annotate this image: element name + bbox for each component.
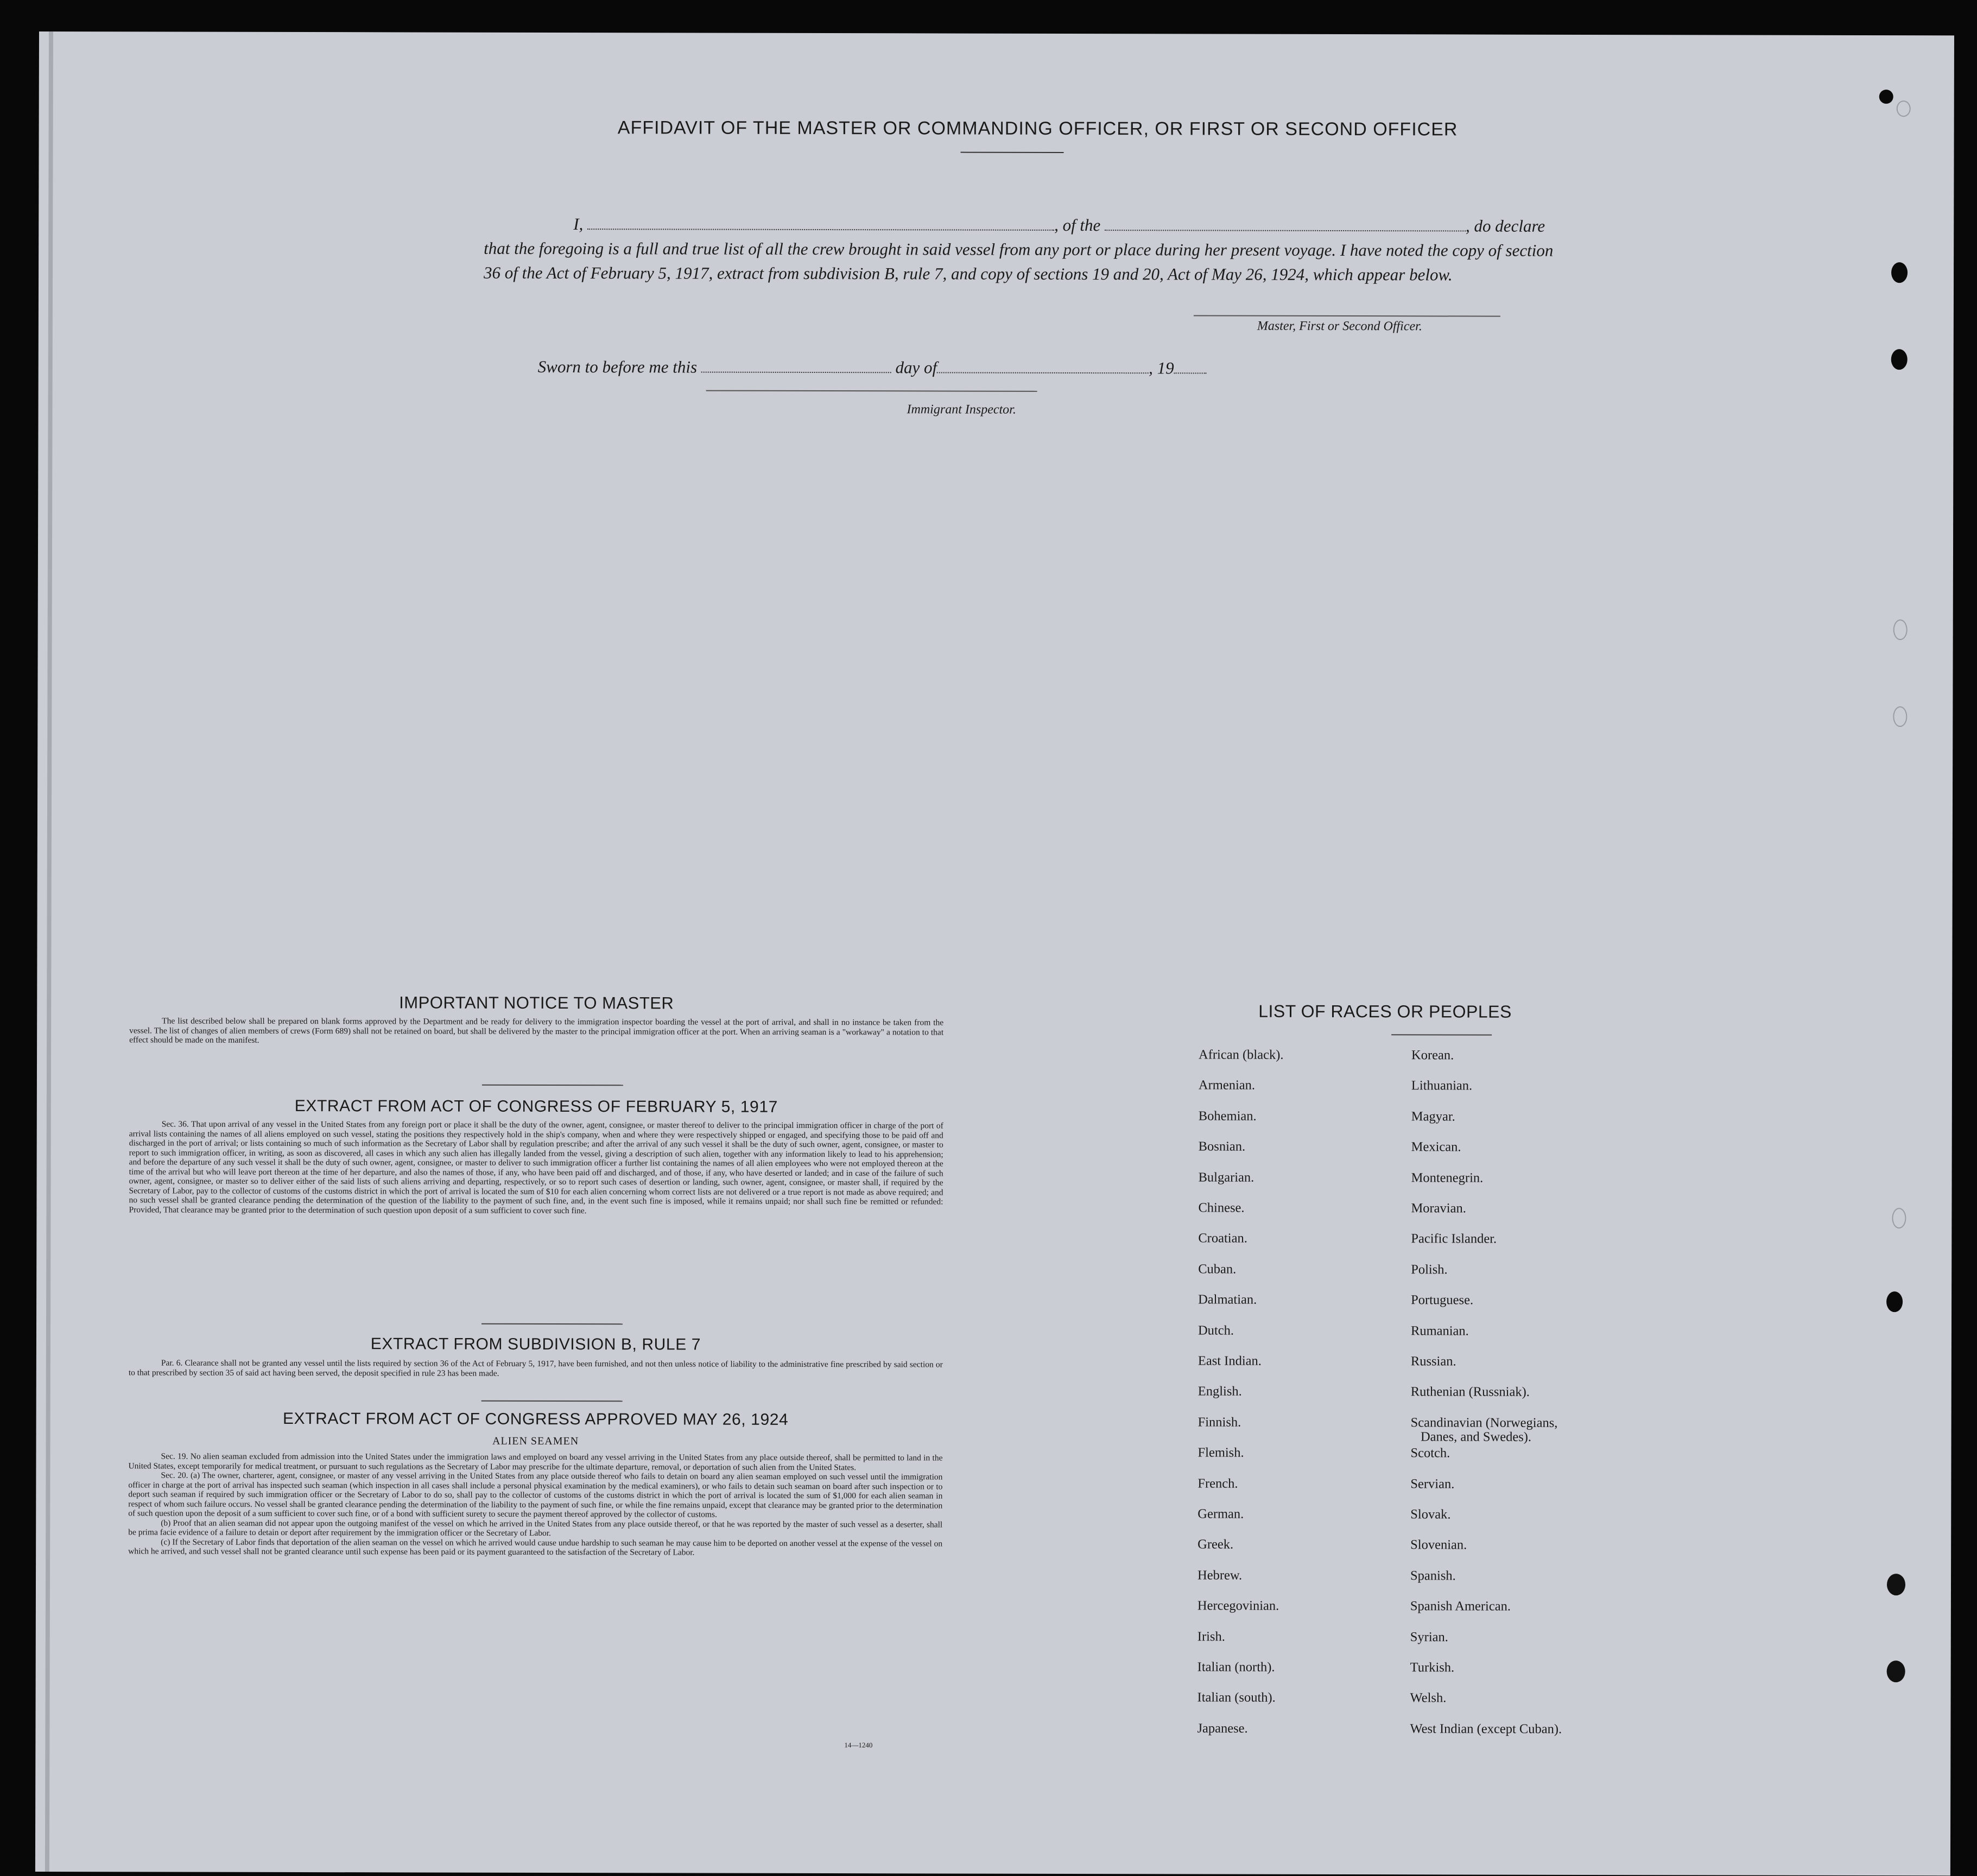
sworn-prefix: Sworn to before me this	[537, 357, 698, 377]
race-item: Cuban.	[1198, 1262, 1237, 1277]
affidavit-text	[484, 212, 1586, 287]
extract-1924-title: EXTRACT FROM ACT OF CONGRESS APPROVED MAY 26, 1924	[282, 1409, 789, 1429]
extract-1917-title: EXTRACT FROM ACT OF CONGRESS OF FEBRUARY 5, 1917	[294, 1097, 778, 1116]
extract-1924-subtitle: ALIEN SEAMEN	[492, 1435, 579, 1448]
rule7-text: Par. 6. Clearance shall not be granted any vessel until the lists required by section 36 of the Act of February 5, 1917, have been furnished, and not then unless notice of liability to the administrative fine prescribed by said section or to that prescribed by section 35 of said act having been served, the deposit specified in rule 23 has been made.	[128, 1358, 943, 1378]
extract-1924-body	[128, 1452, 942, 1558]
race-item: German.	[1197, 1506, 1244, 1522]
race-item: Japanese.	[1197, 1721, 1248, 1736]
race-item: Spanish.	[1410, 1568, 1456, 1583]
divider	[482, 1085, 623, 1086]
race-item: Mexican.	[1411, 1139, 1461, 1155]
race-item: Bulgarian.	[1198, 1170, 1254, 1185]
race-item: Croatian.	[1198, 1231, 1247, 1246]
race-item: East Indian.	[1197, 1353, 1262, 1368]
signature-line[interactable]	[1194, 315, 1500, 316]
binder-hole	[1893, 619, 1908, 640]
divider	[961, 152, 1064, 153]
inspector-line[interactable]	[706, 390, 1037, 392]
sec19-text: Sec. 19. No alien seaman excluded from admission into the United States under the immigration laws and employed on board any vessel arriving in the United States from any place outside thereof, shall be permitted to land in the United States, except temporarily for medical treatment, or pursuant to such regulations as the Secretary of Labor may prescribe for the ultimate departure, removal, or deportation of such alien from the United States.	[128, 1452, 943, 1472]
rule7-title: EXTRACT FROM SUBDIVISION B, RULE 7	[370, 1335, 701, 1354]
race-item: Ruthenian (Russniak).	[1410, 1384, 1530, 1400]
binder-hole	[1886, 1291, 1903, 1312]
race-item: Hercegovinian.	[1197, 1598, 1279, 1613]
race-item: Servian.	[1410, 1476, 1455, 1492]
page-edge	[45, 31, 53, 1872]
race-item: Scotch.	[1410, 1446, 1450, 1461]
binder-hole	[1891, 349, 1908, 370]
sworn-day-of: day of	[895, 358, 937, 377]
affidavit-title: AFFIDAVIT OF THE MASTER OR COMMANDING OFFICER, OR FIRST OR SECOND OFFICER	[617, 117, 1458, 140]
binder-hole	[1887, 1660, 1905, 1682]
race-item: Turkish.	[1410, 1660, 1455, 1675]
affidavit-i: I,	[573, 214, 584, 234]
race-item: Italian (north).	[1197, 1659, 1275, 1675]
sworn-month-line[interactable]	[937, 371, 1149, 373]
race-item: Irish.	[1197, 1629, 1225, 1644]
race-item: Montenegrin.	[1411, 1170, 1484, 1186]
divider	[481, 1323, 623, 1325]
race-item: Slovak.	[1410, 1507, 1451, 1522]
binder-hole	[1897, 100, 1911, 117]
race-item: Chinese.	[1198, 1200, 1245, 1215]
extract-1917-text: Sec. 36. That upon arrival of any vessel in the United States from any foreign port or place it shall be the duty of the owner, agent, consignee, or master thereof to deliver to the principal immigration officer in charge of the port of arrival lists containing the names of all aliens employed on such vessel, stating the positions they respectively hold in the ship's company, when and where they were respectively shipped or engaged, and specifying those to be paid off and discharged in the port of arrival; or lists containing so much of such information as the Secretary of Labor shall by regulation prescribe; and after the arrival of any such vessel it shall be the duty of such owner, agent, consignee, or master to report to such immigration officer, in writing, as soon as discovered, all cases in which any such alien has illegally landed from the vessel, giving a description of such alien, together with any information likely to lead to his apprehension; and before the departure of any such vessel it shall be the duty of such owner, agent, consignee, or master to deliver to such immigration officer a further list containing the names of all alien employees who were not employed thereon at the time of the arrival but who will leave port thereon at the time of her departure, and also the names of those, if any, who have been paid off and discharged, and of those, if any, who have deserted or landed; and in case of the failure of such owner, agent, consignee, or master so to deliver either of the said lists of such aliens arriving and departing, respectively, or so to report such cases of desertion or landing, such owner, agent, consignee, or master shall, if required by the Secretary of Labor, pay to the collector of customs of the customs district in which the port of arrival is located the sum of $10 for each alien concerning whom correct lists are not delivered or a true report is not made as above required; and no such vessel shall be granted clearance pending the determination of the question of the liability to the payment of such fine, and, in the event such fine is imposed, while it remains unpaid; nor shall such fine be remitted or refunded: Provided, That clearance may be granted prior to the determination of such question upon deposit of a sum sufficient to cover such fine.	[129, 1119, 943, 1215]
race-item: Dutch.	[1197, 1323, 1234, 1338]
race-item: French.	[1197, 1476, 1238, 1491]
notice-text: The list described below shall be prepared on blank forms approved by the Department and be ready for delivery to the immigration inspector boarding the vessel at the port of arrival, and shall in no instance be taken from the vessel. The list of changes of alien members of crews (Form 689) shall not be retained on board, but shall be delivered by the master to the principal immigration officer at the port. When an arriving seaman is a "workaway" a notation to that effect should be made on the manifest.	[129, 1016, 944, 1045]
race-item: Italian (south).	[1197, 1690, 1276, 1706]
race-item: Rumanian.	[1410, 1323, 1469, 1339]
race-item: Moravian.	[1411, 1201, 1466, 1216]
signature-caption: Master, First or Second Officer.	[1257, 319, 1422, 334]
race-item: Bohemian.	[1198, 1108, 1257, 1124]
document-sheet	[35, 31, 1954, 1875]
race-item: African (black).	[1199, 1047, 1284, 1062]
affidavit-of-the: , of the	[1054, 215, 1101, 235]
race-item: Finnish.	[1197, 1415, 1241, 1430]
race-item: West Indian (except Cuban).	[1410, 1721, 1562, 1736]
divider	[1391, 1034, 1492, 1035]
affidavit-body: that the foregoing is a full and true list of all the crew brought in said vessel from any port or place during her present voyage. I have noted the copy of section 36 of the Act of February 5, 1917, extract from subdivision B, rule 7, and copy of sections 19 and 20, Act of May 26, 1924, which appear below.	[484, 238, 1554, 284]
sec20c-text: (c) If the Secretary of Labor finds that deportation of the alien seaman on the vessel on which he arrived would cause undue hardship to such seaman he may cause him to be deported on another vessel at the expense of the vessel on which he arrived, and such vessel shall not be granted clearance until such expense has been paid or its payment guaranteed to the satisfaction of the Secretary of Labor.	[128, 1537, 943, 1557]
race-item: Lithuanian.	[1411, 1078, 1473, 1093]
race-item: Dalmatian.	[1198, 1292, 1257, 1307]
race-item: Russian.	[1410, 1354, 1456, 1369]
name-line[interactable]	[587, 228, 1054, 231]
notice-title: IMPORTANT NOTICE TO MASTER	[399, 993, 674, 1013]
sec20a-text: Sec. 20. (a) The owner, charterer, agent, consignee, or master of any vessel arriving in the United States from any place outside thereof who fails to detain on board any alien seaman employed on such vessel until the immigration officer in charge at the port of arrival has inspected such seaman (which inspection in all cases shall include a personal physical examination by the medical examiners), or who fails to detain such seaman on board after such inspection or to deport such seaman if required by such immigration officer or the Secretary of Labor to do so, shall pay to the collector of customs of the customs district in which the port of arrival is located the sum of $1,000 for each alien seaman in respect of whom such failure occurs. No vessel shall be granted clearance pending the determination of the liability to the payment of such fine, or while the fine remains unpaid, except that clearance may be granted prior to the determination of such question upon the deposit of a sum sufficient to cover such fine, or of a bond with sufficient surety to secure the payment thereof approved by the collector of customs.	[128, 1471, 943, 1519]
vessel-line[interactable]	[1105, 229, 1466, 231]
race-item: Scandinavian (Norwegians, Danes, and Swedes).	[1410, 1415, 1558, 1444]
race-item: Spanish American.	[1410, 1599, 1511, 1614]
race-item: Bosnian.	[1198, 1139, 1246, 1154]
sworn-day-line[interactable]	[701, 371, 891, 373]
race-item: Korean.	[1411, 1048, 1454, 1063]
race-item: Armenian.	[1198, 1078, 1256, 1093]
race-item: Flemish.	[1197, 1445, 1244, 1460]
binder-hole	[1879, 90, 1893, 104]
race-item: Syrian.	[1410, 1629, 1448, 1645]
race-item: English.	[1197, 1384, 1242, 1399]
race-item: Greek.	[1197, 1537, 1234, 1552]
race-item: Hebrew.	[1197, 1568, 1243, 1583]
binder-hole	[1891, 262, 1908, 283]
races-title: LIST OF RACES OR PEOPLES	[1258, 1001, 1512, 1022]
race-item: Slovenian.	[1410, 1537, 1467, 1552]
race-item: Polish.	[1411, 1262, 1448, 1277]
divider	[481, 1400, 623, 1402]
affidavit-do-declare: , do declare	[1466, 216, 1545, 236]
binder-hole	[1887, 1574, 1905, 1595]
inspector-caption: Immigrant Inspector.	[907, 402, 1016, 417]
sworn-line	[538, 357, 1207, 378]
race-item: Portuguese.	[1411, 1292, 1474, 1308]
sec20b-text: (b) Proof that an alien seaman did not appear upon the outgoing manifest of the vessel on which he arrived in the United States from any place outside thereof, or that he was reported by the master of such vessel as a deserter, shall be prima facie evidence of a failure to detain or deport after requirement by the immigration officer or the Secretary of Labor.	[128, 1518, 943, 1538]
race-item: Welsh.	[1410, 1690, 1447, 1706]
race-item: Magyar.	[1411, 1109, 1455, 1124]
binder-hole	[1893, 706, 1907, 727]
race-item: Pacific Islander.	[1411, 1231, 1497, 1247]
sworn-year: , 19	[1149, 358, 1174, 378]
sworn-year-line[interactable]	[1174, 372, 1207, 373]
binder-hole	[1892, 1208, 1906, 1228]
form-number: 14—1240	[844, 1741, 873, 1750]
